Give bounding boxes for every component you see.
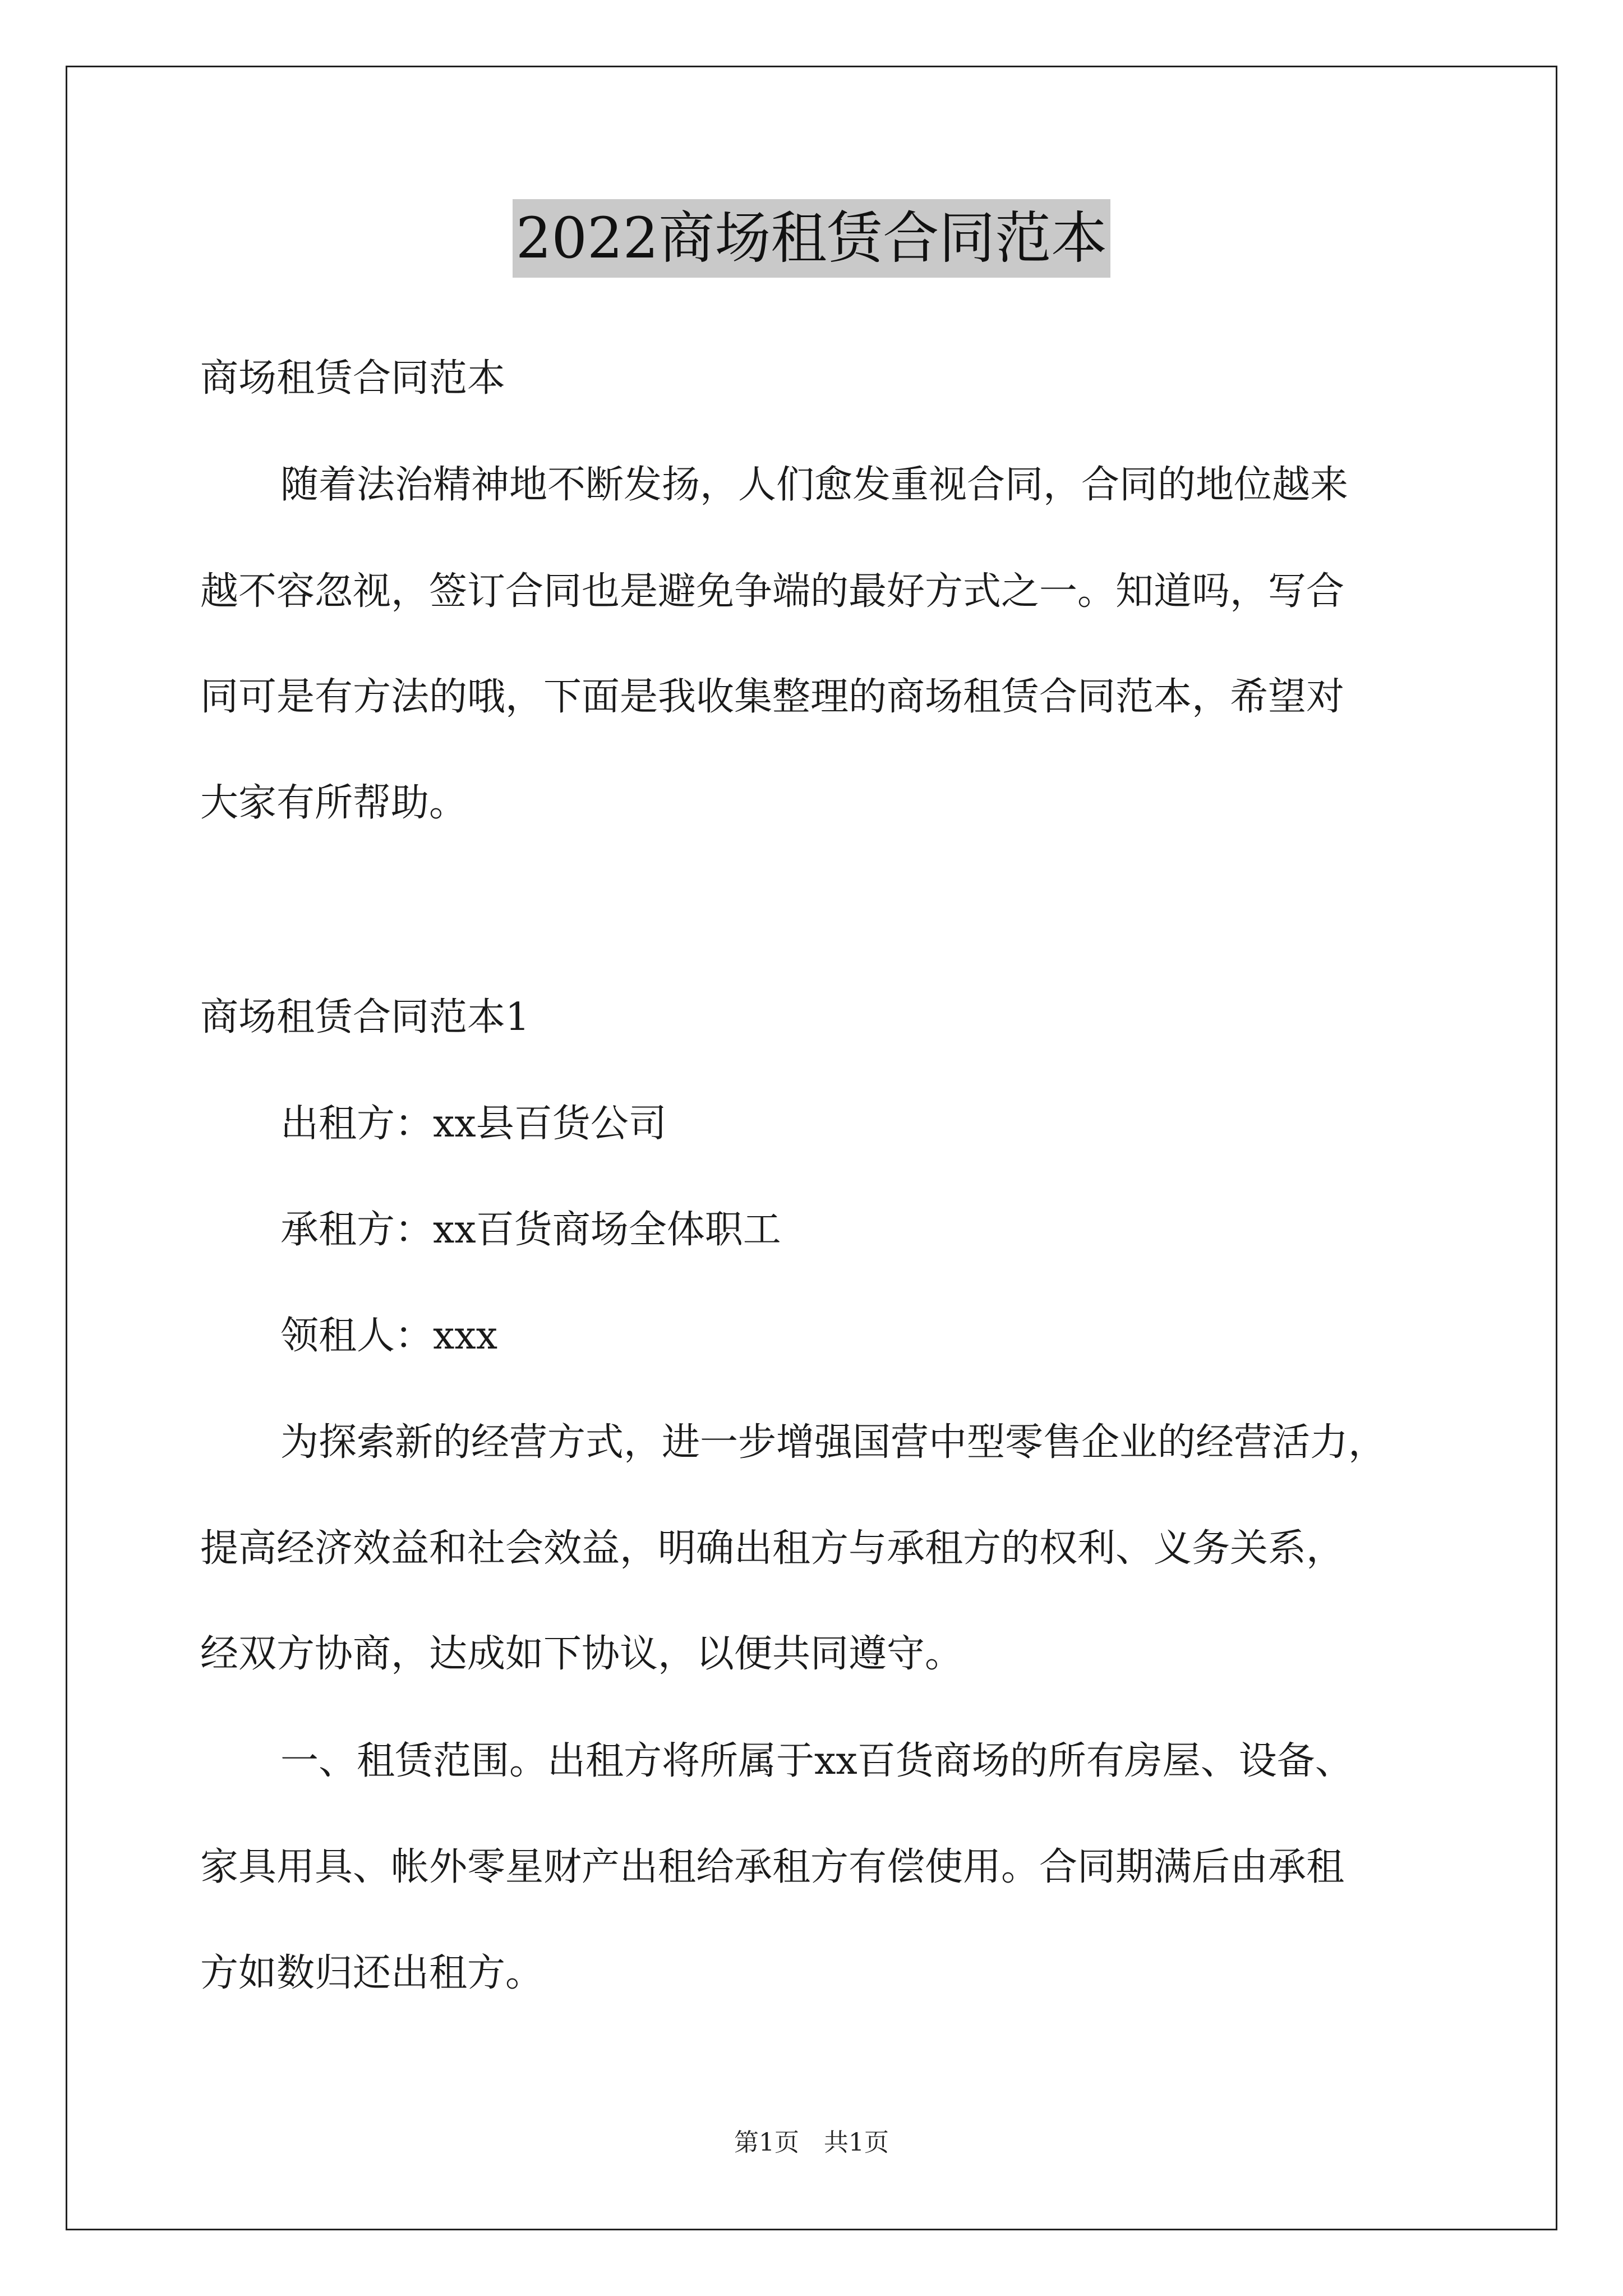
paragraph-line: 越不容忽视，签订合同也是避免争端的最好方式之一。知道吗，写合 — [200, 569, 1345, 614]
paragraph-line: 一、租赁范围。出租方将所属于xx百货商场的所有房屋、设备、 — [280, 1739, 1353, 1783]
paragraph-line: 提高经济效益和社会效益，明确出租方与承租方的权利、义务关系， — [200, 1526, 1345, 1571]
paragraph-line: 同可是有方法的哦，下面是我收集整理的商场租赁合同范本，希望对 — [200, 675, 1345, 719]
tenant-leader-line: 领租人：xxx — [280, 1314, 498, 1358]
section-heading-intro: 商场租赁合同范本 — [200, 356, 506, 401]
document-title: 2022商场租赁合同范本 — [513, 199, 1111, 278]
lessee-line: 承租方：xx百货商场全体职工 — [280, 1208, 781, 1252]
paragraph-line: 随着法治精神地不断发扬，人们愈发重视合同，合同的地位越来 — [280, 463, 1349, 507]
paragraph-line: 家具用具、帐外零星财产出租给承租方有偿使用。合同期满后由承租 — [200, 1845, 1345, 1889]
section-heading-1: 商场租赁合同范本1 — [200, 995, 530, 1039]
paragraph-line: 方如数归还出租方。 — [200, 1951, 544, 1995]
paragraph-line: 经双方协商，达成如下协议，以便共同遵守。 — [200, 1632, 963, 1676]
title-container — [0, 199, 1623, 278]
paragraph-line: 为探索新的经营方式，进一步增强国营中型零售企业的经营活力， — [280, 1420, 1387, 1465]
lessor-line: 出租方：xx县百货公司 — [280, 1102, 667, 1146]
page-number: 第1页 共1页 — [734, 2128, 889, 2157]
paragraph-line: 大家有所帮助。 — [200, 781, 468, 825]
